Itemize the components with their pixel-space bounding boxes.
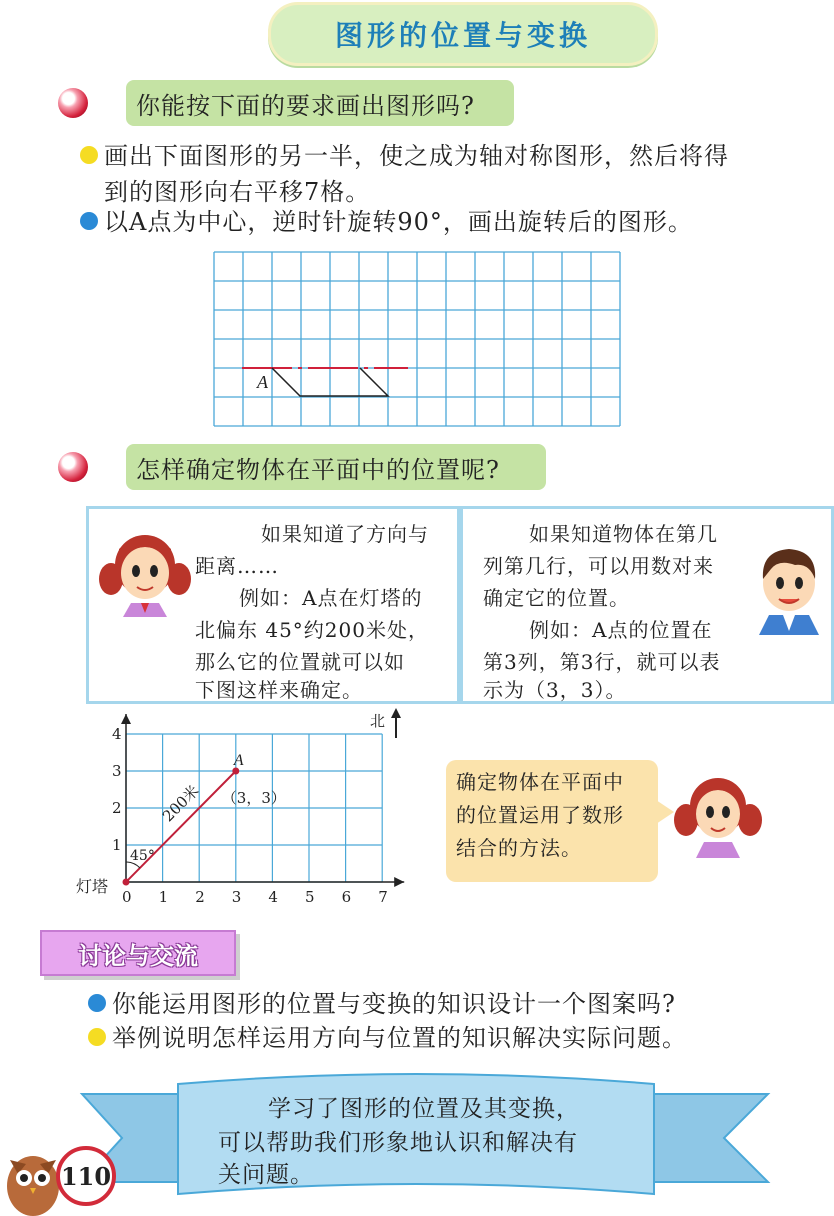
angle-label: 45°	[130, 848, 155, 864]
title-banner	[268, 2, 658, 66]
speech-bubble	[446, 760, 658, 882]
summary-line-1: 学习了图形的位置及其变换，	[268, 1096, 580, 1122]
discuss-item-2: 举例说明怎样运用方向与位置的知识解决实际问题。	[112, 1024, 687, 1052]
right-box-line-2: 列第几行，可以用数对来	[483, 554, 714, 578]
y-tick-label: 1	[112, 836, 122, 854]
bubble-line-1: 确定物体在平面中	[456, 770, 624, 794]
left-box-line-5: 那么它的位置就可以如	[195, 650, 405, 674]
blue-bullet-icon	[88, 994, 106, 1012]
x-tick-label: 3	[231, 888, 242, 906]
info-box-left	[86, 506, 460, 704]
x-tick-label: 4	[268, 888, 278, 906]
right-box-line-3: 确定它的位置。	[483, 586, 630, 610]
girl-avatar-2	[668, 762, 768, 858]
point-a-label: A	[233, 752, 244, 769]
right-box-line-4: 例如：A点的位置在	[529, 618, 713, 642]
red-ball-icon	[58, 452, 88, 482]
right-box-line-1: 如果知道物体在第几	[529, 522, 718, 546]
coordinate-chart	[70, 706, 420, 910]
y-tick-label: 4	[112, 725, 122, 743]
north-label: 北	[370, 712, 386, 730]
point-a-coord-label: （3，3）	[221, 789, 286, 807]
discuss-item-1: 你能运用图形的位置与变换的知识设计一个图案吗?	[112, 990, 676, 1018]
question-2-text: 怎样确定物体在平面中的位置呢?	[136, 455, 500, 484]
left-box-line-1: 如果知道了方向与	[261, 522, 429, 546]
left-box-line-6: 下图这样来确定。	[195, 678, 363, 702]
north-arrow-icon	[391, 708, 401, 738]
girl-avatar	[97, 517, 193, 617]
summary-line-2: 可以帮助我们形象地认识和解决有	[218, 1130, 578, 1156]
right-box-line-5: 第3列，第3行，就可以表	[483, 650, 721, 674]
blue-bullet-icon	[80, 212, 98, 230]
y-tick-label: 2	[112, 799, 122, 817]
x-tick-label: 7	[378, 888, 388, 906]
question-box-1	[126, 80, 514, 126]
x-tick-label: 5	[305, 888, 315, 906]
instruction-1-line-2: 到的图形向右平移7格。	[104, 178, 371, 206]
question-1-text: 你能按下面的要求画出图形吗?	[136, 91, 475, 120]
instruction-1-line-1: 画出下面图形的另一半，使之成为轴对称图形，然后将得	[104, 142, 729, 170]
x-tick-label: 1	[158, 888, 169, 906]
owl-icon	[2, 1140, 64, 1216]
series-line-segment	[126, 771, 236, 882]
discussion-label-text: 讨论与交流	[78, 941, 198, 970]
bubble-line-3: 结合的方法。	[456, 836, 582, 860]
info-box-right	[460, 506, 834, 704]
yellow-bullet-icon	[88, 1028, 106, 1046]
y-axis-arrow-icon	[121, 714, 131, 724]
page-number: 110	[56, 1146, 116, 1206]
left-box-line-2: 距离……	[195, 554, 279, 578]
left-box-line-4: 北偏东 45°约200米处，	[195, 618, 429, 642]
question-box-2	[126, 444, 546, 490]
boy-avatar	[749, 539, 829, 635]
lighthouse-label: 灯塔	[76, 877, 109, 896]
left-box-line-3: 例如：A点在灯塔的	[239, 586, 423, 610]
x-tick-label: 2	[195, 888, 205, 906]
red-ball-icon	[58, 88, 88, 118]
summary-line-3: 关问题。	[218, 1162, 314, 1188]
yellow-bullet-icon	[80, 146, 98, 164]
bubble-line-2: 的位置运用了数形	[456, 803, 624, 827]
right-box-line-6: 示为（3，3）。	[483, 678, 627, 702]
y-tick-label: 3	[112, 762, 122, 780]
discussion-label	[40, 930, 236, 976]
instruction-2: 以A点为中心，逆时针旋转90°，画出旋转后的图形。	[104, 208, 693, 236]
exercise-grid	[210, 248, 626, 430]
x-tick-label: 0	[122, 888, 132, 906]
page-title: 图形的位置与变换	[334, 19, 591, 52]
grid-point-a-label: A	[257, 372, 268, 392]
distance-label: 200米	[159, 781, 203, 826]
x-tick-label: 6	[341, 888, 352, 906]
origin-point	[123, 879, 130, 886]
x-axis-arrow-icon	[394, 877, 404, 887]
